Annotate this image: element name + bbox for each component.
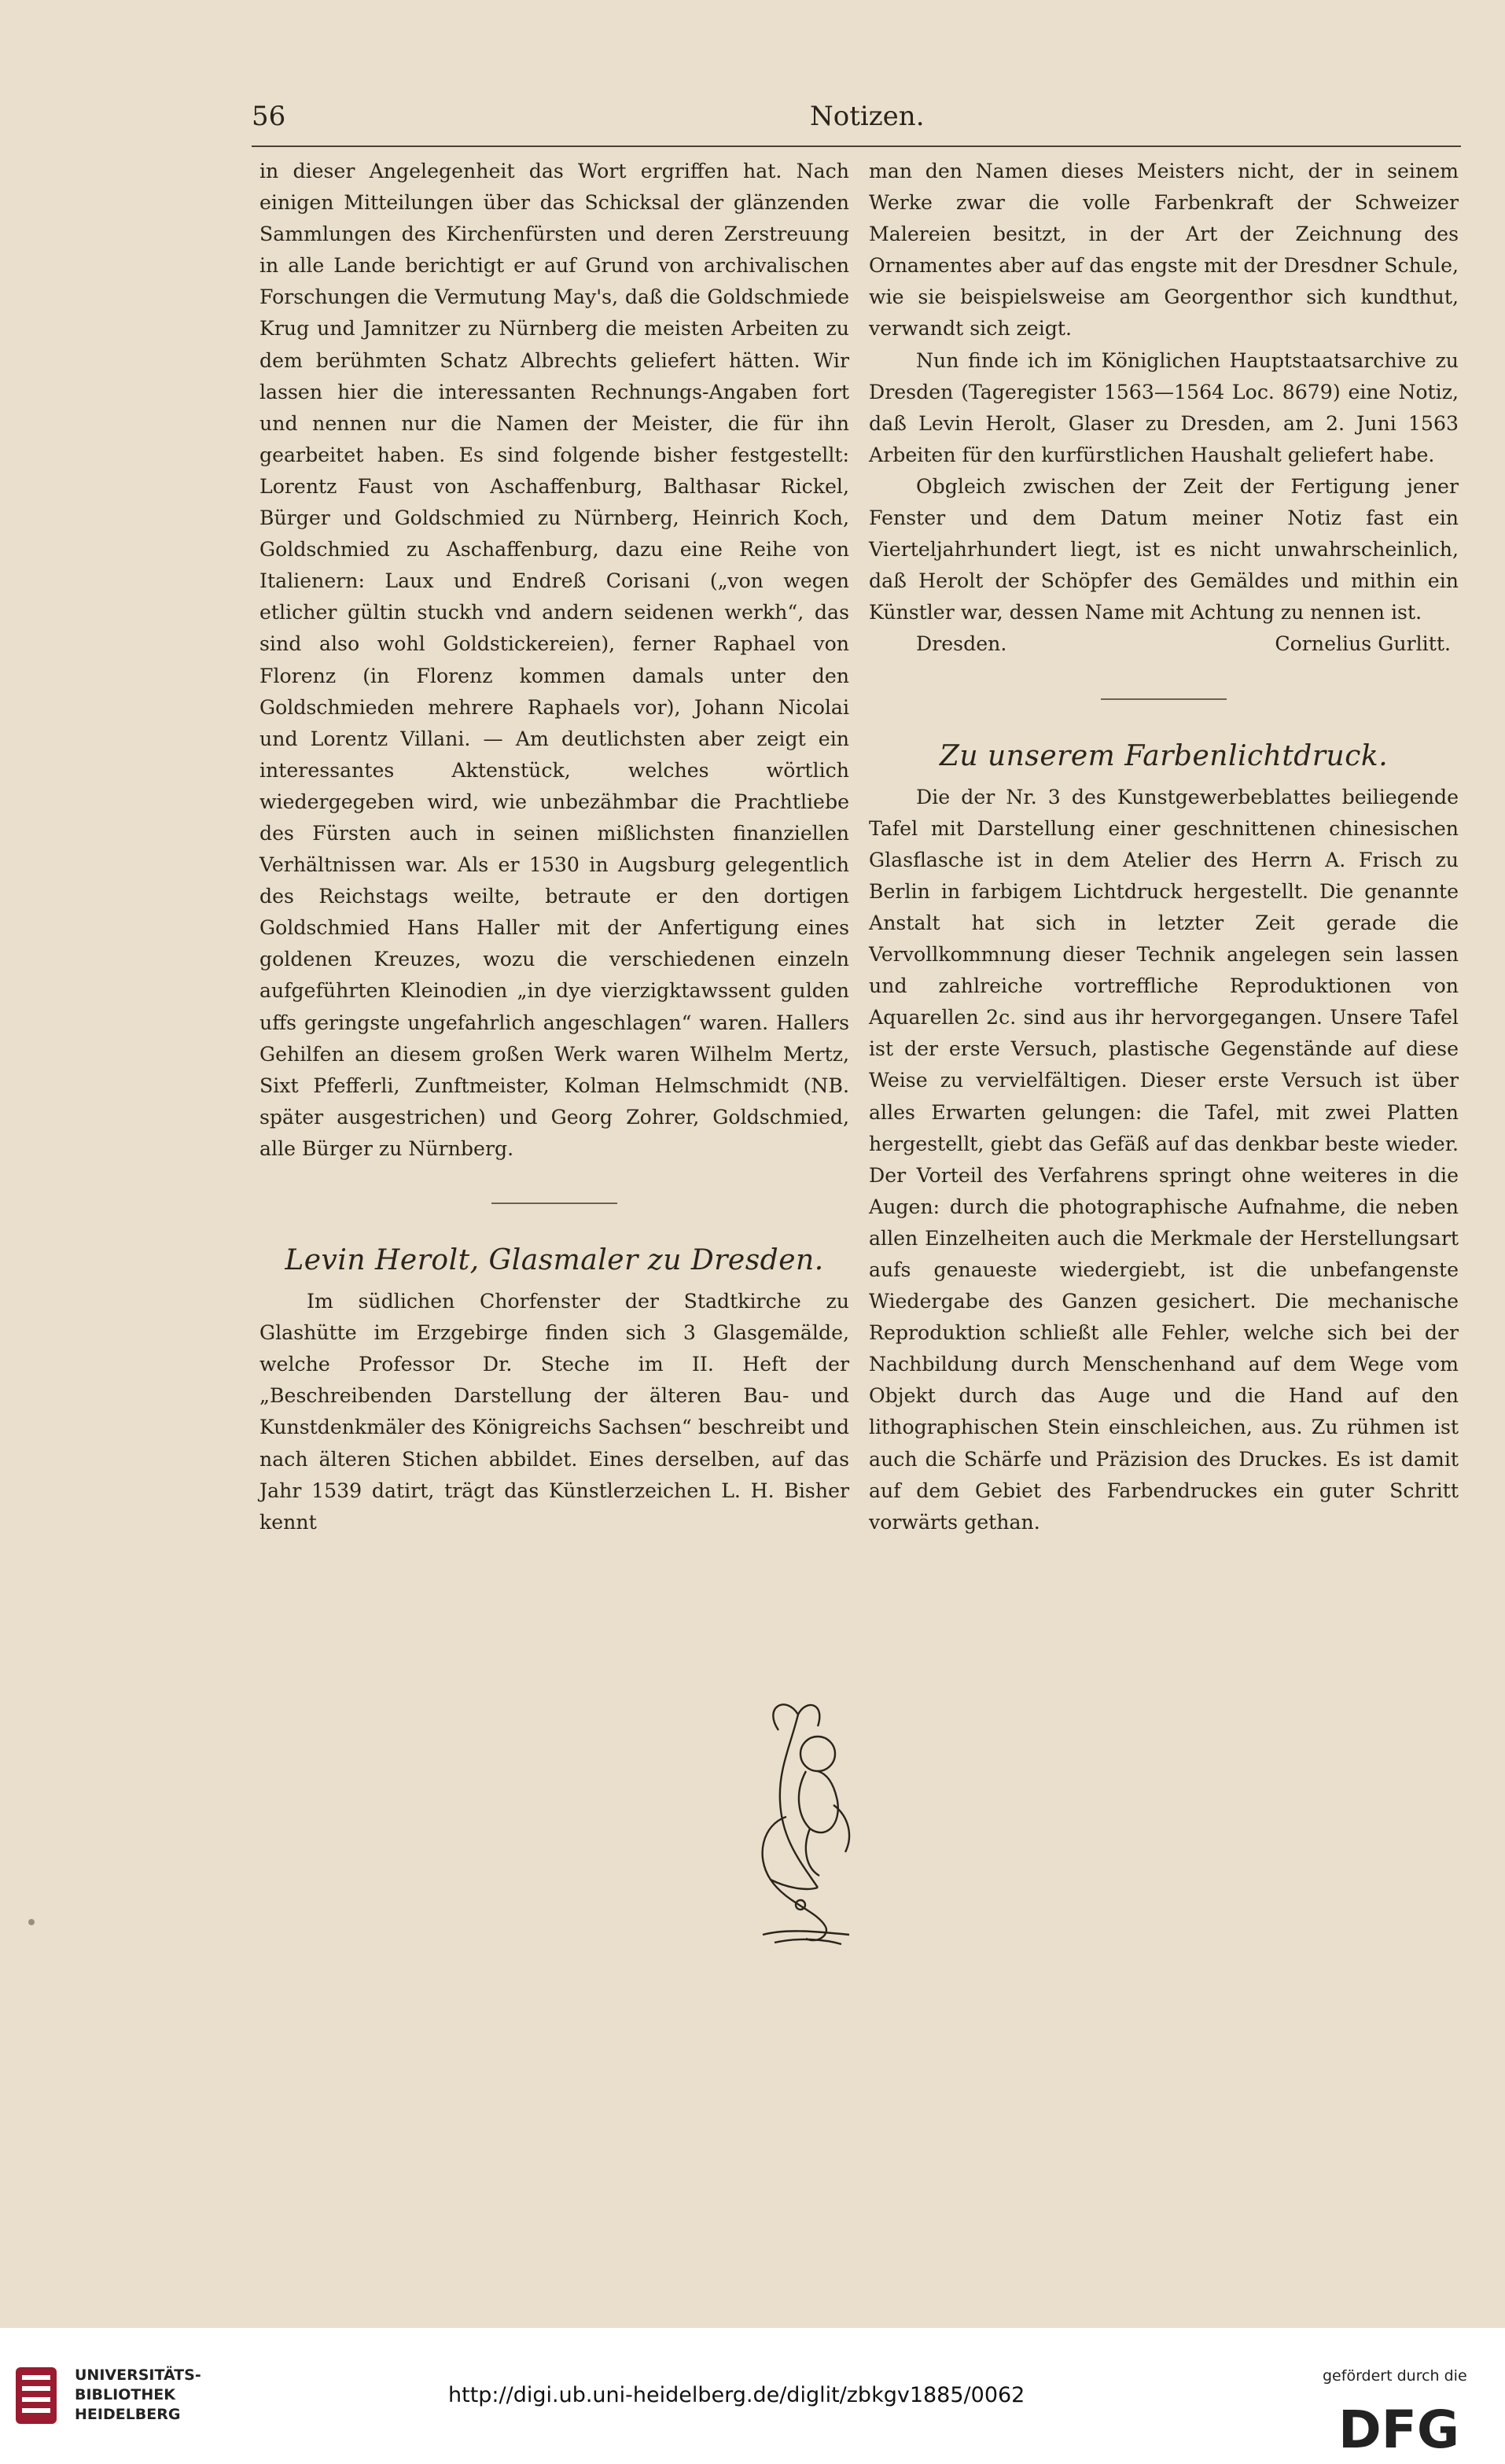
signature-place: Dresden. [916,632,1007,656]
section-heading-farbenlichtdruck: Zu unserem Farbenlichtdruck. [939,739,1389,772]
page-number: 56 [252,101,286,132]
funded-by-label: gefördert durch die [1323,2367,1467,2385]
right-paragraph-3: Obgleich zwischen der Zeit der Fertigung jener Fenster und dem Datum meiner Notiz fast ein Vierteljahrhundert liegt, ist es nicht unwahrscheinlich, daß Herolt der Schöpfer des Gemäldes und mithin ein Künstler war, dessen Name mit Achtung zu nennen ist. [869,474,1459,624]
right-paragraph-1: man den Namen dieses Meisters nicht, der in seinem Werke zwar die volle Farbenkraft der Schweizer Malereien besitzt, in der Art der Zeichnung des Ornamentes aber auf das engste mit der Dresdner Schule, wie sie beispielsweise am Georgenthor sich kundthut, verwandt sich zeigt. [869,160,1459,341]
right-column [869,156,1459,1538]
page-header [252,101,1463,140]
permalink-url[interactable]: http://digi.ub.uni-heidelberg.de/diglit/zbkgv1885/0062 [448,2383,1025,2407]
section-divider [1101,698,1227,700]
right-paragraph-4: Die der Nr. 3 des Kunstgewerbeblattes beiliegende Tafel mit Darstellung einer geschnittenen chinesischen Glasflasche ist in dem Atelier des Herrn A. Frisch zu Berlin in farbigem Lichtdruck hergestellt. Die genannte Anstalt hat sich in letzter Zeit gerade die Vervollkommnung dieser Technik angelegen sein lassen und zahlreiche vortreffliche Reproduktionen von Aquarellen 2c. sind aus ihr hervorgegangen. Unsere Tafel ist der erste Versuch, plastische Gegenstände auf diese Weise zu vervielfältigen. Dieser erste Versuch ist über alles Erwarten gelungen: die Tafel, mit zwei Platten hergestellt, giebt das Gefäß auf das denkbar beste wieder. Der Vorteil des Verfahrens springt ohne weiteres in die Augen: durch die photographische Aufnahme, die neben allen Einzelheiten auch die Merkmale der Herstellungsart aufs genaueste wiedergiebt, ist die unbefangenste Wiedergabe des Ganzen gesichert. Die mechanische Reproduktion schließt alle Fehler, welche sich bei der Nachbildung durch Menschenhand auf dem Wege vom Objekt durch das Auge und die Hand auf den lithographischen Stein einschleichen, aus. Zu rühmen ist auch die Schärfe und Präzision des Druckes. Es ist damit auf dem Gebiet des Farbendruckes ein guter Schritt vorwärts gethan. [869,785,1459,1534]
signature-author: Cornelius Gurlitt. [1275,632,1451,656]
signature-line [869,628,1459,660]
dfg-logo [1337,2399,1486,2454]
section-heading-levin-herolt: Levin Herolt, Glasmaler zu Dresden. [285,1244,824,1276]
digitization-footer [0,2328,1505,2464]
paper-speck [28,1919,35,1925]
svg-text:DFG: DFG [1338,2400,1460,2454]
section-divider [491,1203,617,1204]
institution-name: UNIVERSITÄTS- BIBLIOTHEK HEIDELBERG [75,2366,201,2423]
putto-dolphin-vignette [731,1699,873,1950]
header-rule [252,145,1461,147]
left-column [259,156,849,1538]
running-title: Notizen. [810,101,925,132]
university-seal-icon [14,2366,58,2425]
right-paragraph-2: Nun finde ich im Königlichen Hauptstaatsarchive zu Dresden (Tageregister 1563—1564 Loc. 8679) eine Notiz, daß Levin Herolt, Glaser zu Dresden, am 2. Juni 1563 Arbeiten für den kurfürstlichen Haushalt geliefert habe. [869,348,1459,466]
left-paragraph-2: Im südlichen Chorfenster der Stadtkirche zu Glashütte im Erzgebirge finden sich 3 Glasgemälde, welche Professor Dr. Steche im II. Heft der „Beschreibenden Darstellung der älteren Bau- und Kunstdenkmäler des Königreichs Sachsen“ beschreibt und nach älteren Stichen abbildet. Eines derselben, auf das Jahr 1539 datirt, trägt das Künstlerzeichen L. H. Bisher kennt [259,1290,849,1534]
left-paragraph-1: in dieser Angelegenheit das Wort ergriffen hat. Nach einigen Mitteilungen über das Schicksal der glänzenden Sammlungen des Kirchenfürsten und deren Zerstreuung in alle Lande berichtigt er auf Grund von archivalischen Forschungen die Vermutung May's, daß die Goldschmiede Krug und Jamnitzer zu Nürnberg die meisten Arbeiten zu dem berühmten Schatz Albrechts geliefert hätten. Wir lassen hier die interessanten Rechnungs-Angaben fort und nennen nur die Namen der Meister, die für ihn gearbeitet haben. Es sind folgende bisher festgestellt: Lorentz Faust von Aschaffenburg, Balthasar Rickel, Bürger und Goldschmied zu Nürnberg, Heinrich Koch, Goldschmied zu Aschaffenburg, dazu eine Reihe von Italienern: Laux und Endreß Corisani („von wegen etlicher gültin stuckh vnd andern seidenen werkh“, das sind also wohl Goldstickereien), ferner Raphael von Florenz (in Florenz kommen damals unter den Goldschmieden mehrere Raphaels vor), Johann Nicolai und Lorentz Villani. — Am deutlichsten aber zeigt ein interessantes Aktenstück, welches wörtlich wiedergegeben wird, wie unbezähmbar die Prachtliebe des Fürsten auch in seinen mißlichsten finanziellen Verhältnissen war. Als er 1530 in Augsburg gelegentlich des Reichstags weilte, betraute er den dortigen Goldschmied Hans Haller mit der Anfertigung eines goldenen Kreuzes, wozu die verschiedenen einzeln aufgeführten Kleinodien „in dye vierzigktawssent gulden uffs geringste ungefahrlich angeschlagen“ waren. Hallers Gehilfen an diesem großen Werk waren Wilhelm Mertz, Sixt Pfefferli, Zunftmeister, Kolman Helmschmidt (NB. später ausgestrichen) und Georg Zohrer, Goldschmied, alle Bürger zu Nürnberg. [259,160,849,1160]
